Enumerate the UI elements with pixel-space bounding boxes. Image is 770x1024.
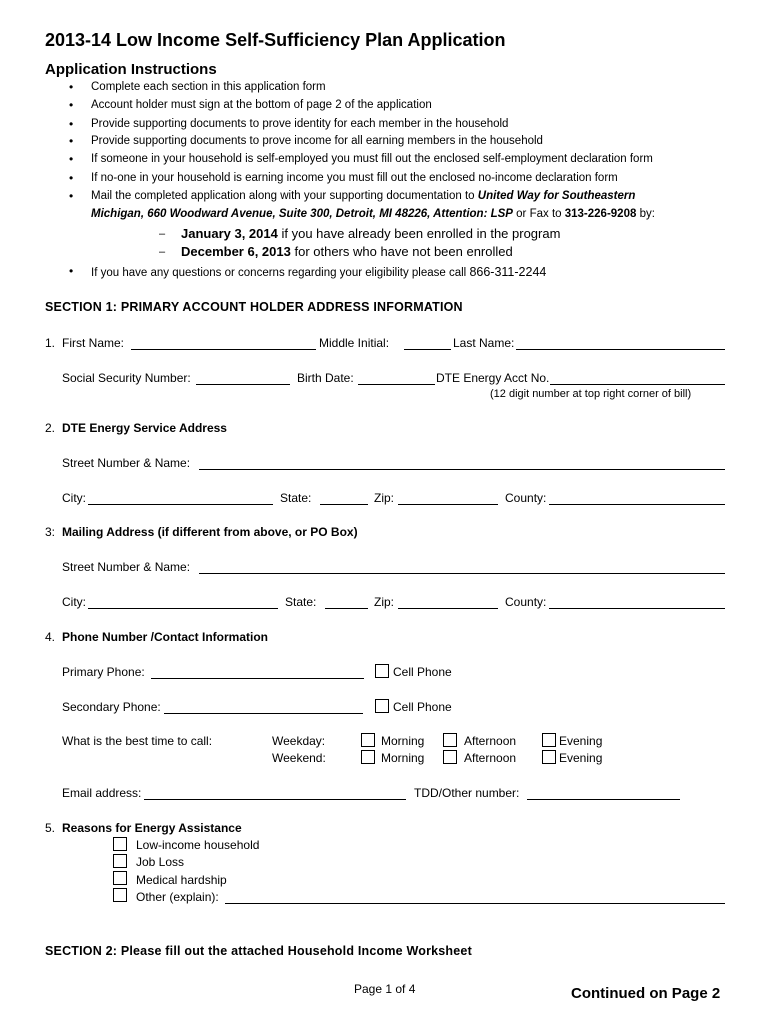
questions-instruction [91,265,546,279]
continued-note: Continued on Page 2 [571,985,721,1002]
section1-heading: SECTION 1: PRIMARY ACCOUNT HOLDER ADDRESS INFORMATION [45,300,463,314]
questions-text: If you have any questions or concerns regarding your eligibility please call [91,267,470,279]
service-state-label: State: [280,491,312,505]
mailing-zip-field[interactable] [398,608,498,609]
dash-icon: – [159,228,166,240]
service-street-label: Street Number & Name: [62,456,191,470]
email-field[interactable] [144,799,406,800]
q4-number: 4. [45,630,56,644]
afternoon-label: Afternoon [464,734,517,748]
last-name-label: Last Name: [453,336,515,350]
page-number: Page 1 of 4 [354,982,416,996]
secondary-phone-field[interactable] [164,713,363,714]
primary-phone-label: Primary Phone: [62,665,145,679]
deadline-enrolled [181,226,560,241]
q4-label: Phone Number /Contact Information [62,630,269,644]
instruction-bullet: • Account holder must sign at the bottom of page 2 of the application [91,99,432,111]
middle-initial-label: Middle Initial: [319,336,390,350]
mailing-street-label: Street Number & Name: [62,560,191,574]
fax-label: or Fax to [512,208,565,220]
mail-address-line [91,208,655,220]
birth-date-field[interactable] [358,384,435,385]
primary-phone-field[interactable] [151,678,364,679]
tdd-field[interactable] [527,799,680,800]
deadline-text: if you have already been enrolled in the program [277,226,561,241]
q3-number: 3: [45,525,56,539]
morning-label: Morning [381,751,425,765]
mailing-state-field[interactable] [325,608,368,609]
mailing-city-field[interactable] [88,608,278,609]
service-city-label: City: [62,491,86,505]
reason-other-checkbox[interactable] [113,888,127,902]
q1-number: 1. [45,336,56,350]
mail-instruction [91,190,635,202]
reason-label: Medical hardship [136,873,227,887]
instruction-bullet: • If no-one in your household is earning income you must fill out the enclosed no-income declaration form [91,172,618,184]
dte-acct-label: DTE Energy Acct No. [436,371,550,385]
fax-number: 313-226-9208 [564,208,637,220]
weekday-afternoon-checkbox[interactable] [443,733,457,747]
deadline-date: January 3, 2014 [181,226,278,241]
service-city-field[interactable] [88,504,273,505]
mail-address: Michigan, 660 Woodward Avenue, Suite 300, Detroit, MI 48226, Attention: LSP [91,208,513,220]
instruction-bullet: • Provide supporting documents to prove income for all earning members in the household [91,135,543,147]
q5-number: 5. [45,821,56,835]
q2-number: 2. [45,421,56,435]
best-time-label: What is the best time to call: [62,734,213,748]
secondary-phone-label: Secondary Phone: [62,700,161,714]
dte-acct-field[interactable] [550,384,725,385]
dash-icon: – [159,246,166,258]
instruction-bullet: • Provide supporting documents to prove identity for each member in the household [91,118,508,130]
deadline-not-enrolled [181,244,513,259]
mailing-zip-label: Zip: [374,595,395,609]
q3-label: Mailing Address (if different from above, or PO Box) [62,525,358,539]
reason-label: Other (explain): [136,890,219,904]
first-name-label: First Name: [62,336,125,350]
service-zip-label: Zip: [374,491,395,505]
reason-job-loss-checkbox[interactable] [113,854,127,868]
dte-acct-hint: (12 digit number at top right corner of bill) [490,388,692,400]
mail-recipient: United Way for Southeastern [477,190,636,202]
page-title: 2013-14 Low Income Self-Sufficiency Plan Application [45,30,506,50]
weekend-afternoon-checkbox[interactable] [443,750,457,764]
secondary-cell-checkbox[interactable] [375,699,389,713]
mailing-county-field[interactable] [549,608,725,609]
mailing-state-label: State: [285,595,317,609]
evening-label: Evening [559,751,603,765]
reason-label: Low-income household [136,838,260,852]
first-name-field[interactable] [131,349,316,350]
service-state-field[interactable] [320,504,368,505]
reason-low-income-checkbox[interactable] [113,837,127,851]
weekday-morning-checkbox[interactable] [361,733,375,747]
middle-initial-field[interactable] [404,349,451,350]
by-label: by: [636,208,655,220]
primary-cell-checkbox[interactable] [375,664,389,678]
cell-phone-label: Cell Phone [393,665,452,679]
mailing-city-label: City: [62,595,86,609]
ssn-label: Social Security Number: [62,371,191,385]
morning-label: Morning [381,734,425,748]
mail-prefix: Mail the completed application along with your supporting documentation to [91,190,478,202]
evening-label: Evening [559,734,603,748]
service-zip-field[interactable] [398,504,498,505]
tdd-label: TDD/Other number: [414,786,520,800]
reason-label: Job Loss [136,855,185,869]
weekend-evening-checkbox[interactable] [542,750,556,764]
ssn-field[interactable] [196,384,290,385]
help-phone: 866-311-2244 [469,265,547,279]
service-county-label: County: [505,491,547,505]
service-street-field[interactable] [199,469,725,470]
instructions-heading: Application Instructions [45,61,217,78]
afternoon-label: Afternoon [464,751,517,765]
mailing-county-label: County: [505,595,547,609]
section2-heading: SECTION 2: Please fill out the attached Household Income Worksheet [45,944,472,958]
other-explain-field[interactable] [225,903,725,904]
service-county-field[interactable] [549,504,725,505]
weekday-evening-checkbox[interactable] [542,733,556,747]
cell-phone-label: Cell Phone [393,700,452,714]
instruction-bullet: • If someone in your household is self-employed you must fill out the enclosed self-employment declaration form [91,153,653,165]
reason-medical-checkbox[interactable] [113,871,127,885]
q5-label: Reasons for Energy Assistance [62,821,242,835]
email-label: Email address: [62,786,142,800]
deadline-date: December 6, 2013 [181,244,291,259]
instruction-bullet: • Complete each section in this application form [91,81,326,93]
weekend-morning-checkbox[interactable] [361,750,375,764]
weekend-label: Weekend: [272,751,326,765]
last-name-field[interactable] [516,349,725,350]
deadline-text: for others who have not been enrolled [290,244,513,259]
mailing-street-field[interactable] [199,573,725,574]
q2-label: DTE Energy Service Address [62,421,227,435]
birth-date-label: Birth Date: [297,371,354,385]
weekday-label: Weekday: [272,734,326,748]
